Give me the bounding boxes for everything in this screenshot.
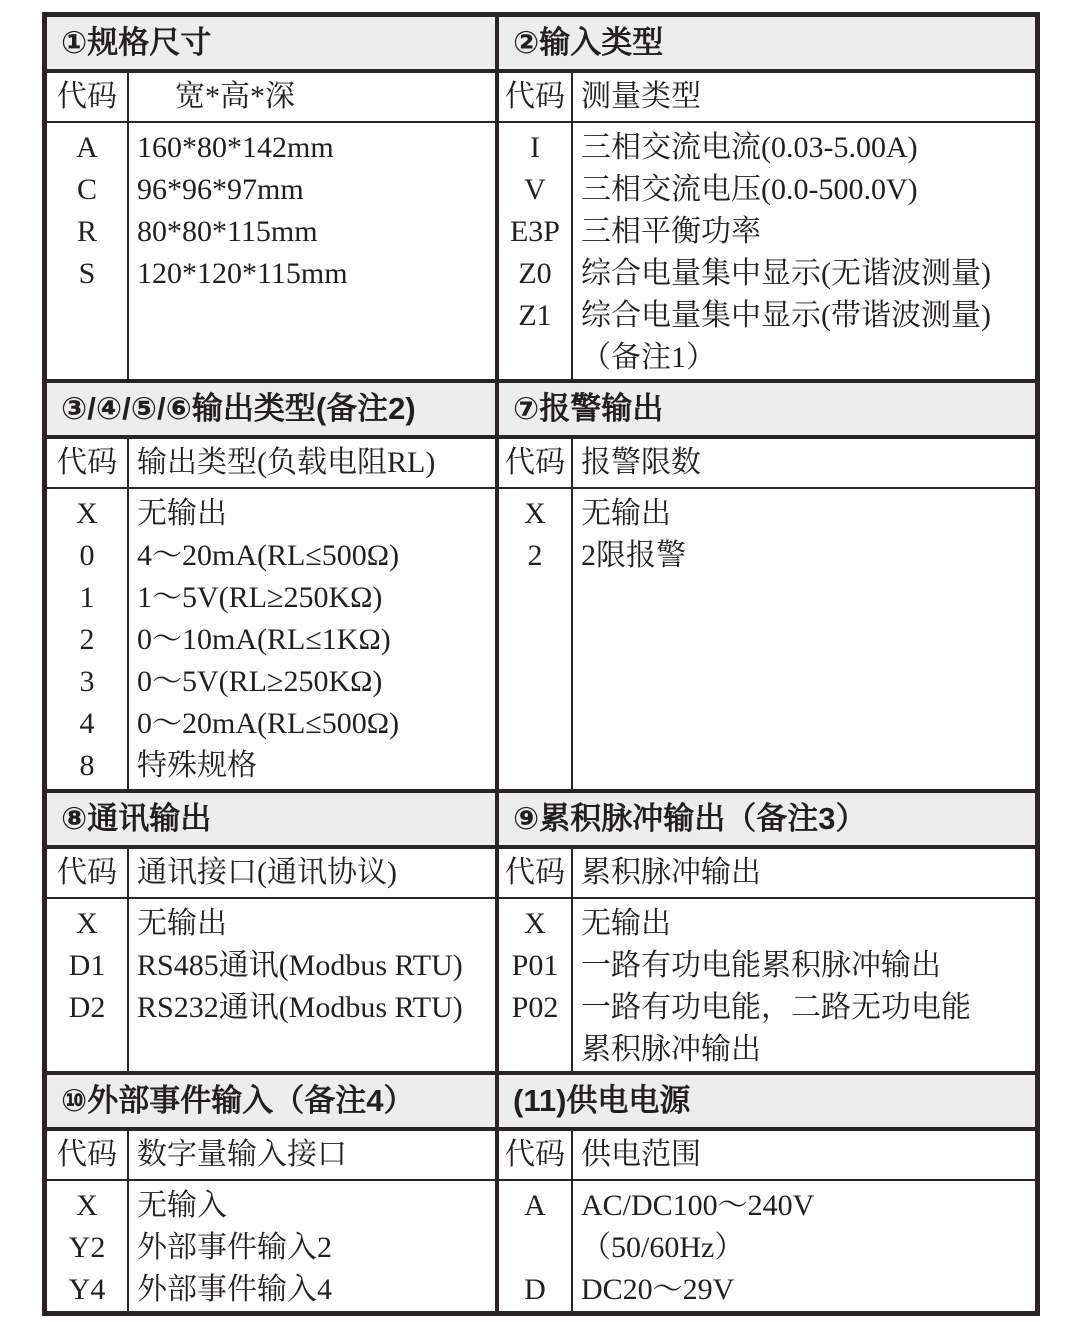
section-title-input-type: ②输入类型 (499, 17, 1035, 73)
code-cell: P02 (511, 991, 559, 1024)
desc-cell: 96*96*97mm (137, 173, 304, 206)
section-pulse-output (499, 793, 1035, 1071)
column-header-code: 代码 (47, 73, 127, 123)
column-header-code: 代码 (499, 73, 571, 123)
code-cell: X (76, 497, 98, 530)
column-header-desc: 输出类型(负载电阻RL) (129, 439, 495, 489)
desc-cell: （50/60Hz） (581, 1231, 745, 1264)
desc-cell: 特殊规格 (137, 749, 257, 782)
desc-cell: 4～20mA(RL≤500Ω) (137, 539, 400, 572)
desc-cell: 无输出 (581, 907, 671, 940)
desc-cell: 1～5V(RL≥250KΩ) (137, 581, 383, 614)
desc-cell: DC20～29V (581, 1273, 735, 1306)
code-column (47, 73, 129, 379)
desc-cell: 0～5V(RL≥250KΩ) (137, 665, 383, 698)
column-header-desc: 报警限数 (573, 439, 1035, 489)
column-header-desc: 测量类型 (573, 73, 1035, 123)
section-output-type-grid (47, 439, 495, 789)
column-header-desc: 供电范围 (573, 1131, 1035, 1181)
code-cell (499, 337, 571, 379)
section-specs-grid (47, 73, 495, 379)
code-cell: X (524, 907, 546, 940)
desc-cell: 80*80*115mm (137, 215, 318, 248)
desc-cells (573, 1181, 1035, 1311)
section-power-supply-grid (499, 1131, 1035, 1311)
desc-column (573, 73, 1035, 379)
section-pulse-output-grid (499, 849, 1035, 1071)
desc-cell: 一路有功电能累积脉冲输出 (581, 949, 941, 982)
code-cell (499, 1227, 571, 1269)
section-comm-output-grid (47, 849, 495, 1071)
code-cells (499, 1181, 571, 1311)
column-header-code: 代码 (499, 849, 571, 899)
section-power-supply (499, 1075, 1035, 1311)
code-cell: S (78, 257, 96, 290)
section-title-output-type: ③/④/⑤/⑥输出类型(备注2) (47, 383, 495, 439)
code-cell: D1 (68, 949, 106, 982)
code-cell: 8 (79, 749, 95, 782)
code-cell: A (524, 1189, 546, 1222)
code-cell: E3P (509, 215, 560, 248)
code-cell: D2 (68, 991, 106, 1024)
desc-cell: 无输入 (137, 1189, 227, 1222)
code-cell: D (524, 1273, 546, 1306)
desc-cells (129, 123, 495, 379)
code-cell: A (76, 131, 98, 164)
code-cell: 0 (79, 539, 95, 572)
desc-cell: RS232通讯(Modbus RTU) (137, 991, 463, 1024)
code-cells (47, 123, 127, 379)
column-header-code: 代码 (47, 849, 127, 899)
code-cells (47, 899, 127, 1071)
section-title-power-supply: (11)供电电源 (499, 1075, 1035, 1131)
code-cell: Z0 (518, 257, 552, 290)
desc-cell: 0～10mA(RL≤1KΩ) (137, 623, 391, 656)
desc-cell: 无输出 (137, 907, 227, 940)
desc-cell: 无输出 (137, 497, 227, 530)
section-title-pulse-output: ⑨累积脉冲输出（备注3） (499, 793, 1035, 849)
desc-column (129, 1131, 495, 1311)
code-cell: Y2 (68, 1231, 106, 1264)
table-row-band-3 (47, 789, 1035, 1071)
section-alarm-output-grid (499, 439, 1035, 789)
code-cell: X (524, 497, 546, 530)
desc-column (573, 439, 1035, 789)
desc-cells (573, 489, 1035, 789)
desc-cells (129, 489, 495, 789)
code-column (47, 1131, 129, 1311)
section-event-input (47, 1075, 499, 1311)
column-header-code: 代码 (47, 439, 127, 489)
code-cell: 3 (79, 665, 95, 698)
table-row-band-1 (47, 17, 1035, 379)
desc-column (129, 849, 495, 1071)
model-selection-table (42, 12, 1040, 1316)
code-cells (499, 489, 571, 789)
desc-column (129, 73, 495, 379)
desc-cell: 外部事件输入2 (137, 1231, 332, 1264)
code-column (499, 1131, 573, 1311)
code-cell: X (76, 907, 98, 940)
desc-cell: 外部事件输入4 (137, 1273, 332, 1306)
desc-cell: 综合电量集中显示(无谐波测量) (581, 257, 991, 290)
desc-cells (129, 1181, 495, 1311)
section-input-type-grid (499, 73, 1035, 379)
code-cell: X (76, 1189, 98, 1222)
code-column (499, 73, 573, 379)
code-column (47, 439, 129, 789)
desc-cell: 综合电量集中显示(带谐波测量) (581, 299, 991, 332)
section-alarm-output (499, 383, 1035, 789)
column-header-desc: 数字量输入接口 (129, 1131, 495, 1181)
code-cell: 2 (79, 623, 95, 656)
code-cell: Y4 (68, 1273, 106, 1306)
desc-cell: （备注1） (581, 341, 716, 374)
code-column (499, 439, 573, 789)
section-input-type (499, 17, 1035, 379)
desc-cell: 三相平衡功率 (581, 215, 761, 248)
code-cell: P01 (511, 949, 559, 982)
desc-cells (573, 899, 1035, 1071)
column-header-desc: 通讯接口(通讯协议) (129, 849, 495, 899)
desc-cell: 0～20mA(RL≤500Ω) (137, 707, 400, 740)
code-cells (499, 123, 571, 379)
code-column (47, 849, 129, 1071)
section-title-comm-output: ⑧通讯输出 (47, 793, 495, 849)
desc-cell: AC/DC100～240V (581, 1189, 815, 1222)
code-cell: V (524, 173, 546, 206)
section-specs (47, 17, 499, 379)
desc-cell: 120*120*115mm (137, 257, 348, 290)
desc-cell: 一路有功电能，二路无功电能 (581, 991, 971, 1024)
section-event-input-grid (47, 1131, 495, 1311)
code-cell (499, 1029, 571, 1071)
column-header-code: 代码 (499, 439, 571, 489)
table-row-band-4 (47, 1071, 1035, 1311)
section-comm-output (47, 793, 499, 1071)
desc-cell: 2限报警 (581, 539, 686, 572)
desc-cells (129, 899, 495, 1071)
code-cells (499, 899, 571, 1071)
desc-column (573, 849, 1035, 1071)
desc-column (129, 439, 495, 789)
desc-cell: 160*80*142mm (137, 131, 334, 164)
desc-cell: 三相交流电流(0.03-5.00A) (581, 131, 918, 164)
desc-cell: 累积脉冲输出 (581, 1033, 761, 1066)
column-header-desc: 累积脉冲输出 (573, 849, 1035, 899)
code-cell: Z1 (518, 299, 552, 332)
code-cell: 2 (527, 539, 543, 572)
code-cells (47, 1181, 127, 1311)
desc-column (573, 1131, 1035, 1311)
section-output-type (47, 383, 499, 789)
desc-cell: RS485通讯(Modbus RTU) (137, 949, 463, 982)
desc-cells (573, 123, 1035, 379)
code-cell: C (76, 173, 97, 206)
code-cell: 1 (79, 581, 95, 614)
column-header-code: 代码 (47, 1131, 127, 1181)
code-cell: R (76, 215, 97, 248)
column-header-code: 代码 (499, 1131, 571, 1181)
code-cell: 4 (79, 707, 95, 740)
code-cell: I (530, 131, 540, 164)
code-cells (47, 489, 127, 789)
table-row-band-2 (47, 379, 1035, 789)
section-title-event-input: ⑩外部事件输入（备注4） (47, 1075, 495, 1131)
section-title-alarm-output: ⑦报警输出 (499, 383, 1035, 439)
section-title-specs: ①规格尺寸 (47, 17, 495, 73)
desc-cell: 无输出 (581, 497, 671, 530)
desc-cell: 三相交流电压(0.0-500.0V) (581, 173, 918, 206)
column-header-desc: 宽*高*深 (129, 73, 495, 123)
code-column (499, 849, 573, 1071)
